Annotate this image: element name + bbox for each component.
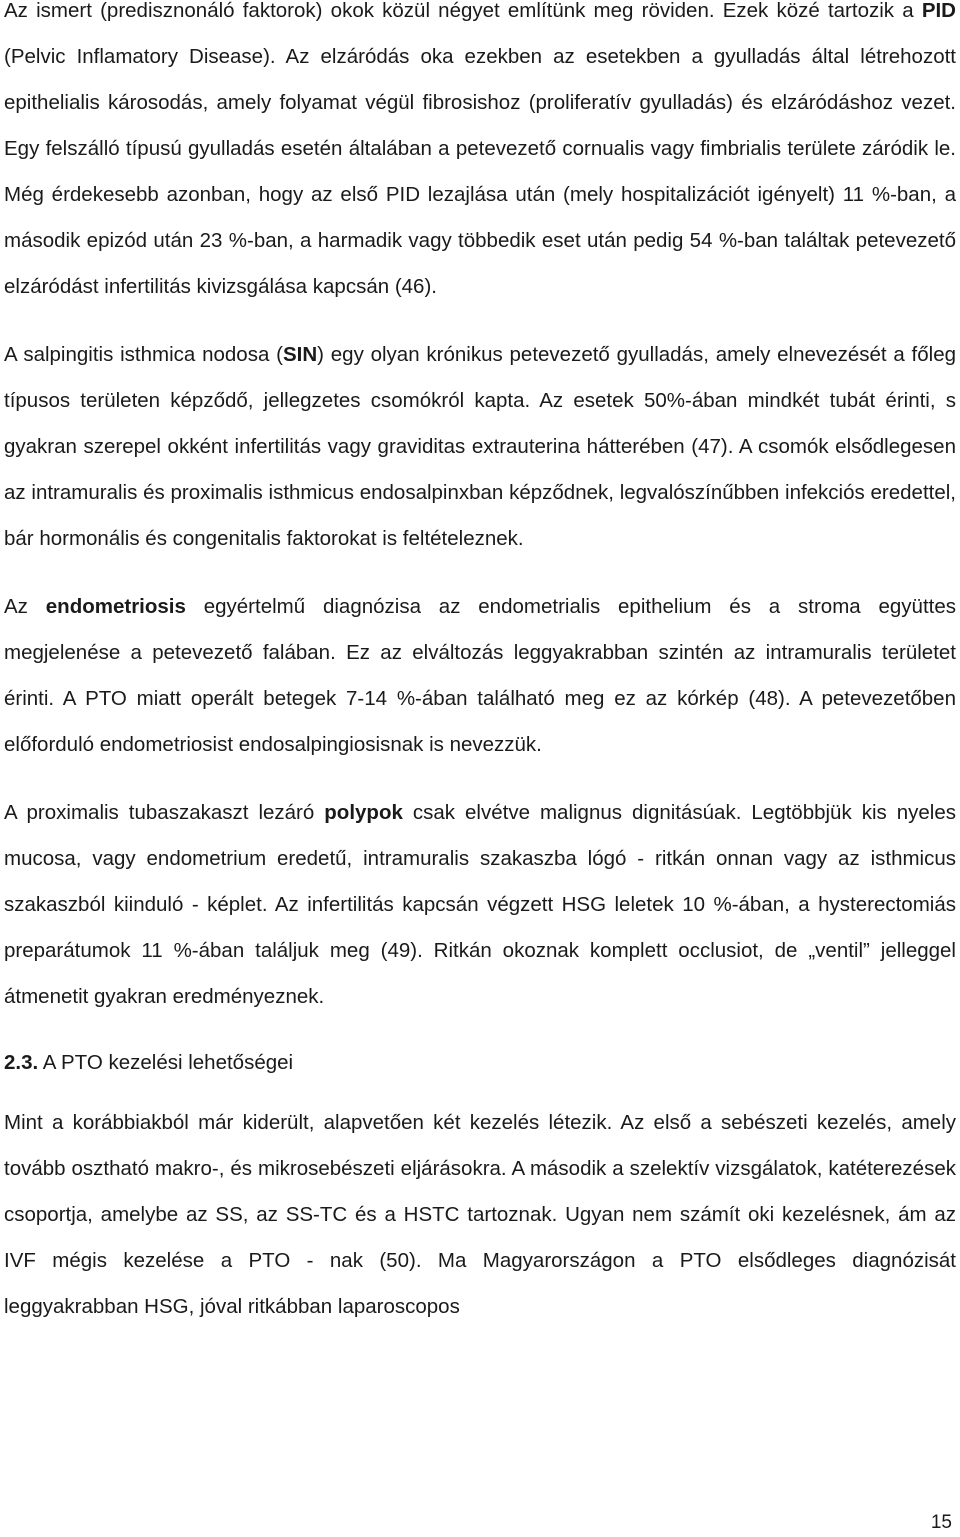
section-title: A PTO kezelési lehetőségei	[38, 1051, 294, 1074]
paragraph-treatment	[4, 1100, 956, 1330]
paragraph-sin	[4, 332, 956, 562]
paragraph-pid	[4, 0, 956, 310]
paragraph-endometriosis	[4, 584, 956, 768]
term-endometriosis: endometriosis	[45, 595, 186, 618]
paragraph-text: ) egy olyan krónikus petevezető gyulladás, amely elnevezését a főleg típusos területen képződő, jellegzetes csomókról kapta. Az esetek 50%-ában mindkét tubát érinti, s gyakran szerepel okként infertilitás vagy graviditas extrauterina hátterében (47). A csomók elsődlegesen az intramuralis és proximalis isthmicus endosalpinxban képződnek, legvalószínűbben infekciós eredettel, bár hormonális és congenitalis faktorokat is feltételeznek.	[4, 343, 956, 550]
paragraph-polyp	[4, 790, 956, 1020]
section-heading	[4, 1040, 956, 1086]
document-page	[4, 0, 956, 1330]
section-number: 2.3.	[4, 1051, 39, 1074]
paragraph-text: Az	[4, 595, 46, 618]
paragraph-text: A proximalis tubaszakaszt lezáró	[4, 801, 325, 824]
paragraph-text: csak elvétve malignus dignitásúak. Legtöbbjük kis nyeles mucosa, vagy endometrium eredetű, intramuralis szakaszba lógó - ritkán onnan vagy az isthmicus szakaszból kiinduló - képlet. Az infertilitás kapcsán végzett HSG leletek 10 %-ában, a hysterectomiás preparátumok 11 %-ában találjuk meg (49). Ritkán okoznak komplett occlusiot, de „ventil” jelleggel átmenetit gyakran eredményeznek.	[4, 801, 957, 1008]
page-number: 15	[930, 1512, 952, 1533]
paragraph-text: (Pelvic Inflamatory Disease). Az elzáródás oka ezekben az esetekben a gyulladás által létrehozott epithelialis károsodás, amely folyamat végül fibrosishoz (proliferatív gyulladás) és elzáródáshoz vezet. Egy felszálló típusú gyulladás esetén általában a petevezető cornualis vagy fimbrialis területe záródik le. Még érdekesebb azonban, hogy az első PID lezajlása után (mely hospitalizációt igényelt) 11 %-ban, a második epizód után 23 %-ban, a harmadik vagy többedik eset után pedig 54 %-ban találtak petevezető elzáródást infertilitás kivizsgálása kapcsán (46).	[4, 45, 956, 298]
paragraph-text: egyértelmű diagnózisa az endometrialis epithelium és a stroma együttes megjelenése a petevezető falában. Ez az elváltozás leggyakrabban szintén az intramuralis területet érinti. A PTO miatt operált betegek 7-14 %-ában található meg ez az kórkép (48). A petevezetőben előforduló endometriosist endosalpingiosisnak is nevezzük.	[4, 595, 956, 756]
term-sin: SIN	[282, 343, 318, 366]
paragraph-text: Az ismert (predisznonáló faktorok) okok közül négyet említünk meg röviden. Ezek közé tartozik a	[4, 0, 922, 22]
term-polyp: polypok	[324, 801, 403, 824]
term-pid: PID	[921, 0, 956, 22]
paragraph-text: A salpingitis isthmica nodosa (	[4, 343, 283, 366]
paragraph-text: Mint a korábbiakból már kiderült, alapvetően két kezelés létezik. Az első a sebészeti kezelés, amely tovább osztható makro-, és mikrosebészeti eljárásokra. A második a szelektív vizsgálatok, katéterezések csoportja, amelybe az SS, az SS-TC és a HSTC tartoznak. Ugyan nem számít oki kezelésnek, ám az IVF mégis kezelése a PTO - nak (50). Ma Magyarországon a PTO elsődleges diagnózisát leggyakrabban HSG, jóval ritkábban laparoscopos	[4, 1111, 956, 1318]
